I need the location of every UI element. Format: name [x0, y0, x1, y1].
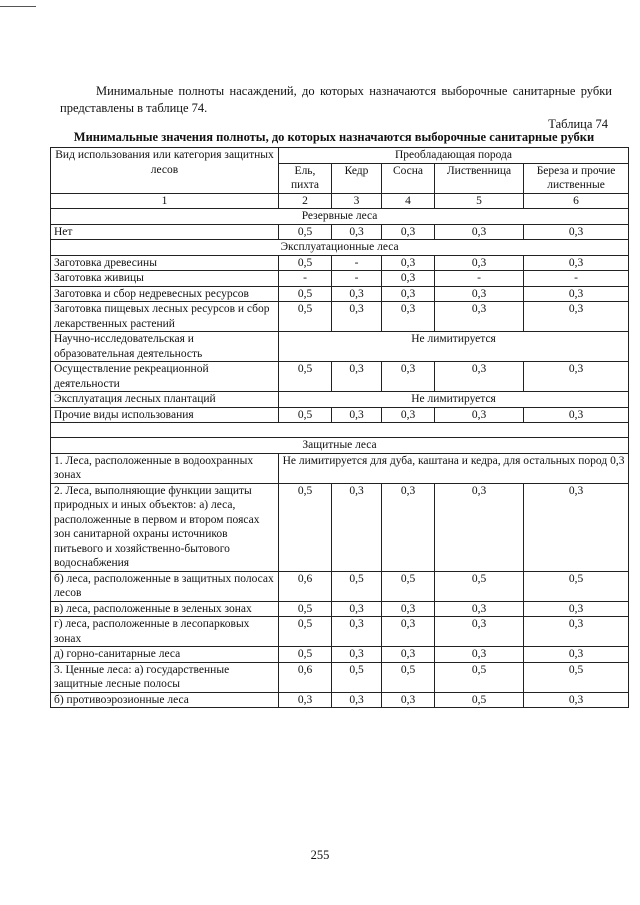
value-cell: 0,3 — [524, 224, 629, 240]
row-label: 1. Леса, расположенные в водоохранных зонах — [51, 453, 279, 483]
table-row — [51, 255, 629, 271]
row-label: Заготовка пищевых лесных ресурсов и сбор лекарственных растений — [51, 302, 279, 332]
value-cell: 0,6 — [279, 662, 332, 692]
value-cell: 0,3 — [382, 255, 435, 271]
row-label: 2. Леса, выполняющие функции защиты природных и иных объектов: а) леса, расположенные в первом и втором поясах зон санитарной охраны источников питьевого и хозяйственно-бытового водоснабжения — [51, 483, 279, 571]
value-cell: 0,5 — [435, 692, 524, 708]
value-cell: 0,5 — [279, 601, 332, 617]
value-cell: 0,3 — [435, 362, 524, 392]
section-heading: Защитные леса — [51, 438, 629, 454]
value-cell: 0,3 — [382, 601, 435, 617]
value-cell: 0,3 — [332, 362, 382, 392]
value-cell: 0,3 — [435, 617, 524, 647]
value-cell: 0,3 — [382, 483, 435, 571]
section-row — [51, 438, 629, 454]
value-cell: 0,3 — [524, 647, 629, 663]
table-row — [51, 286, 629, 302]
value-cell: 0,6 — [279, 571, 332, 601]
row-label: 3. Ценные леса: а) государственные защитные лесные полосы — [51, 662, 279, 692]
row-label: Нет — [51, 224, 279, 240]
value-cell: - — [332, 255, 382, 271]
table-row — [51, 601, 629, 617]
table-row — [51, 617, 629, 647]
value-cell: 0,5 — [279, 617, 332, 647]
table-row — [51, 392, 629, 408]
value-cell: 0,3 — [332, 286, 382, 302]
value-cell: 0,3 — [332, 692, 382, 708]
row-label: Заготовка и сбор недревесных ресурсов — [51, 286, 279, 302]
value-cell: 0,3 — [435, 601, 524, 617]
col-number: 6 — [524, 193, 629, 209]
col-number: 5 — [435, 193, 524, 209]
value-cell: 0,5 — [524, 662, 629, 692]
value-cell: 0,3 — [435, 407, 524, 423]
table-title: Минимальные значения полноты, до которых назначаются выборочные санитарные рубки — [73, 130, 595, 144]
header-use-category: Вид использования или категория защитных лесов — [51, 148, 279, 194]
value-cell: 0,3 — [524, 692, 629, 708]
value-cell: 0,3 — [279, 692, 332, 708]
value-cell: 0,5 — [279, 302, 332, 332]
value-cell: 0,5 — [382, 571, 435, 601]
value-cell: 0,3 — [382, 692, 435, 708]
header-species: Кедр — [332, 163, 382, 193]
table-row — [51, 692, 629, 708]
page-number: 255 — [310, 848, 330, 862]
value-cell: 0,3 — [524, 407, 629, 423]
value-cell: 0,3 — [435, 647, 524, 663]
row-label: д) горно-санитарные леса — [51, 647, 279, 663]
row-label: Заготовка древесины — [51, 255, 279, 271]
table-row — [51, 647, 629, 663]
value-cell: 0,3 — [435, 255, 524, 271]
value-cell: 0,5 — [524, 571, 629, 601]
value-cell: 0,3 — [382, 407, 435, 423]
value-cell: 0,3 — [382, 302, 435, 332]
blank-row — [51, 423, 629, 438]
blank-cell — [51, 423, 629, 438]
thinning-table — [50, 147, 629, 708]
row-label: Заготовка живицы — [51, 271, 279, 287]
row-label: Научно-исследовательская и образовательная деятельность — [51, 332, 279, 362]
header-dominant-species: Преобладающая порода — [279, 148, 629, 164]
header-species: Береза и прочие лиственные — [524, 163, 629, 193]
col-number: 2 — [279, 193, 332, 209]
value-cell: 0,3 — [524, 601, 629, 617]
intro-paragraph: Минимальные полноты насаждений, до которых назначаются выборочные санитарные рубки представлены в таблице 74. — [60, 83, 612, 115]
table-number: Таблица 74 — [548, 117, 608, 131]
value-cell: 0,3 — [524, 362, 629, 392]
table-row — [51, 362, 629, 392]
value-cell: 0,3 — [382, 362, 435, 392]
column-numbers-row — [51, 193, 629, 209]
row-label: б) леса, расположенные в защитных полосах лесов — [51, 571, 279, 601]
value-cell: 0,5 — [332, 662, 382, 692]
row-label: Осуществление рекреационной деятельности — [51, 362, 279, 392]
value-cell: 0,3 — [524, 617, 629, 647]
value-cell: 0,5 — [279, 255, 332, 271]
value-cell: 0,3 — [332, 647, 382, 663]
value-cell: 0,3 — [435, 286, 524, 302]
table-row — [51, 571, 629, 601]
value-cell: 0,5 — [435, 662, 524, 692]
section-row — [51, 209, 629, 225]
value-cell: 0,3 — [524, 286, 629, 302]
note-cell: Не лимитируется для дуба, каштана и кедра, для остальных пород 0,3 — [279, 453, 629, 483]
table-row — [51, 662, 629, 692]
value-cell: 0,3 — [524, 255, 629, 271]
corner-mark — [0, 6, 36, 7]
section-heading: Эксплуатационные леса — [51, 240, 629, 256]
header-species: Лиственница — [435, 163, 524, 193]
table-row — [51, 483, 629, 571]
value-cell: - — [332, 271, 382, 287]
table-body — [51, 209, 629, 708]
value-cell: 0,3 — [332, 407, 382, 423]
section-heading: Резервные леса — [51, 209, 629, 225]
value-cell: 0,3 — [332, 617, 382, 647]
table-row — [51, 271, 629, 287]
table-row — [51, 302, 629, 332]
value-cell: - — [279, 271, 332, 287]
row-label: Прочие виды использования — [51, 407, 279, 423]
value-cell: 0,3 — [332, 302, 382, 332]
value-cell: - — [524, 271, 629, 287]
value-cell: 0,3 — [524, 302, 629, 332]
value-cell: 0,5 — [279, 286, 332, 302]
value-cell: 0,5 — [279, 647, 332, 663]
value-cell: 0,5 — [382, 662, 435, 692]
value-cell: 0,5 — [435, 571, 524, 601]
value-cell: 0,3 — [382, 271, 435, 287]
table-row — [51, 332, 629, 362]
value-cell: 0,3 — [524, 483, 629, 571]
value-cell: 0,3 — [382, 617, 435, 647]
header-species: Сосна — [382, 163, 435, 193]
value-cell: 0,5 — [279, 224, 332, 240]
value-cell: 0,3 — [332, 483, 382, 571]
value-cell: 0,3 — [382, 647, 435, 663]
value-cell: 0,5 — [279, 483, 332, 571]
row-label: б) противоэрозионные леса — [51, 692, 279, 708]
value-cell: 0,3 — [435, 224, 524, 240]
value-cell: 0,3 — [435, 302, 524, 332]
value-cell: 0,3 — [382, 286, 435, 302]
note-cell: Не лимитируется — [279, 332, 629, 362]
value-cell: - — [435, 271, 524, 287]
table-row — [51, 407, 629, 423]
table-row — [51, 224, 629, 240]
header-species: Ель, пихта — [279, 163, 332, 193]
value-cell: 0,5 — [332, 571, 382, 601]
col-number: 4 — [382, 193, 435, 209]
value-cell: 0,3 — [332, 224, 382, 240]
value-cell: 0,3 — [382, 224, 435, 240]
value-cell: 0,3 — [435, 483, 524, 571]
header-row-1 — [51, 148, 629, 164]
note-cell: Не лимитируется — [279, 392, 629, 408]
table-row — [51, 453, 629, 483]
row-label: в) леса, расположенные в зеленых зонах — [51, 601, 279, 617]
section-row — [51, 240, 629, 256]
row-label: Эксплуатация лесных плантаций — [51, 392, 279, 408]
col-number: 1 — [51, 193, 279, 209]
col-number: 3 — [332, 193, 382, 209]
row-label: г) леса, расположенные в лесопарковых зонах — [51, 617, 279, 647]
value-cell: 0,5 — [279, 407, 332, 423]
value-cell: 0,5 — [279, 362, 332, 392]
value-cell: 0,3 — [332, 601, 382, 617]
